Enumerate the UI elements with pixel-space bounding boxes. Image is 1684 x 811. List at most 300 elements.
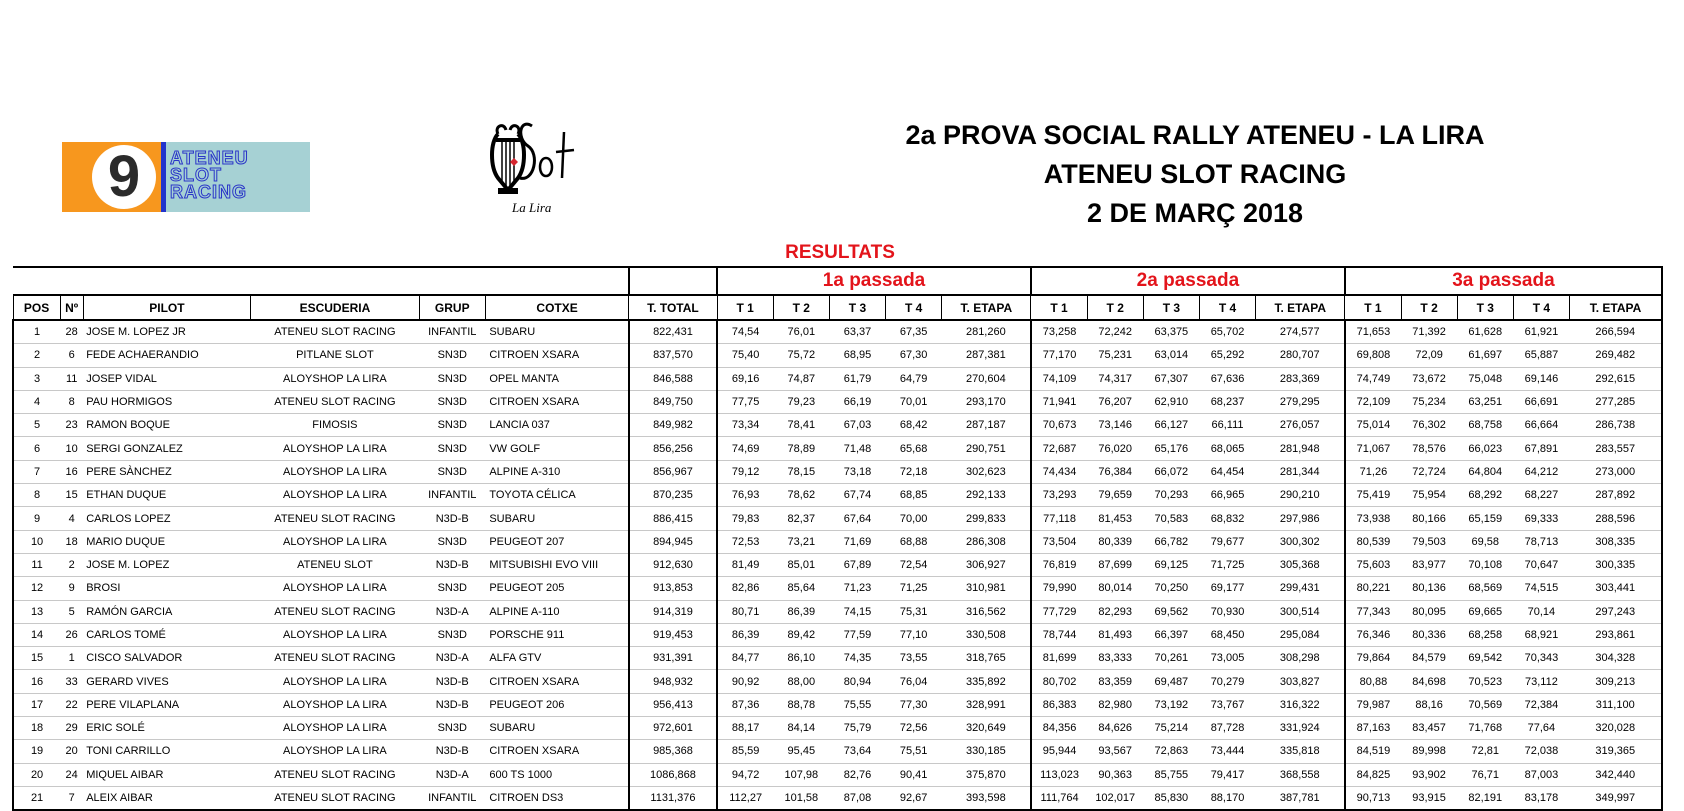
cell-p3-t1: 73,938 bbox=[1345, 507, 1401, 530]
cell-p1-etapa: 316,562 bbox=[942, 600, 1031, 623]
cell-p2-t4: 69,177 bbox=[1199, 577, 1255, 600]
cell-p3-t2: 78,576 bbox=[1401, 437, 1457, 460]
cell-p3-t3: 64,804 bbox=[1457, 460, 1513, 483]
cell-p3-t4: 87,003 bbox=[1513, 763, 1569, 786]
cell-cotxe: PEUGEOT 205 bbox=[485, 577, 628, 600]
cell-p2-etapa: 303,827 bbox=[1256, 670, 1345, 693]
cell-p3-etapa: 303,441 bbox=[1569, 577, 1662, 600]
cell-p3-t2: 93,902 bbox=[1401, 763, 1457, 786]
cell-p2-etapa: 300,302 bbox=[1256, 530, 1345, 553]
cell-p3-etapa: 311,100 bbox=[1569, 693, 1662, 716]
cell-p2-etapa: 387,781 bbox=[1256, 786, 1345, 810]
cell-p3-etapa: 319,365 bbox=[1569, 740, 1662, 763]
cell-p1-t4: 68,42 bbox=[886, 414, 942, 437]
cell-num: 5 bbox=[60, 600, 83, 623]
cell-p1-t4: 90,41 bbox=[886, 763, 942, 786]
cell-p2-t1: 76,819 bbox=[1031, 553, 1087, 576]
cell-p3-t3: 63,251 bbox=[1457, 390, 1513, 413]
cell-p2-t3: 85,830 bbox=[1143, 786, 1199, 810]
cell-p2-t3: 66,072 bbox=[1143, 460, 1199, 483]
cell-pilot: ALEIX AIBAR bbox=[83, 786, 250, 810]
cell-num: 7 bbox=[60, 786, 83, 810]
cell-p1-t2: 107,98 bbox=[773, 763, 829, 786]
cell-p3-t4: 70,647 bbox=[1513, 553, 1569, 576]
cell-escuderia: ALOYSHOP LA LIRA bbox=[251, 623, 419, 646]
cell-p3-t3: 70,569 bbox=[1457, 693, 1513, 716]
cell-pilot: JOSE M. LOPEZ JR bbox=[83, 320, 250, 344]
cell-total: 948,932 bbox=[629, 670, 717, 693]
cell-p3-t3: 69,542 bbox=[1457, 647, 1513, 670]
cell-p1-t4: 71,25 bbox=[886, 577, 942, 600]
cell-p3-t1: 84,825 bbox=[1345, 763, 1401, 786]
cell-p3-t1: 75,014 bbox=[1345, 414, 1401, 437]
cell-pos: 9 bbox=[13, 507, 60, 530]
cell-total: 1131,376 bbox=[629, 786, 717, 810]
cell-p2-t1: 70,673 bbox=[1031, 414, 1087, 437]
cell-p3-etapa: 342,440 bbox=[1569, 763, 1662, 786]
cell-grup: SN3D bbox=[419, 437, 485, 460]
cell-num: 20 bbox=[60, 740, 83, 763]
cell-total: 919,453 bbox=[629, 623, 717, 646]
cell-p2-t1: 111,764 bbox=[1031, 786, 1087, 810]
cell-p1-t1: 76,93 bbox=[717, 484, 773, 507]
cell-total: 912,630 bbox=[629, 553, 717, 576]
cell-p2-t3: 70,583 bbox=[1143, 507, 1199, 530]
cell-pos: 6 bbox=[13, 437, 60, 460]
cell-p1-t4: 92,67 bbox=[886, 786, 942, 810]
cell-escuderia: ATENEU SLOT bbox=[251, 553, 419, 576]
cell-p1-t3: 71,69 bbox=[829, 530, 885, 553]
cell-p2-t2: 76,384 bbox=[1087, 460, 1143, 483]
cell-p1-etapa: 393,598 bbox=[942, 786, 1031, 810]
table-row bbox=[13, 763, 1662, 786]
cell-p1-t1: 90,92 bbox=[717, 670, 773, 693]
table-row bbox=[13, 740, 1662, 763]
cell-p1-t1: 80,71 bbox=[717, 600, 773, 623]
column-header-p1-t4: T 4 bbox=[886, 295, 942, 320]
cell-p1-t3: 74,15 bbox=[829, 600, 885, 623]
cell-num: 11 bbox=[60, 367, 83, 390]
cell-p3-t4: 69,333 bbox=[1513, 507, 1569, 530]
cell-p1-t2: 78,41 bbox=[773, 414, 829, 437]
logo-blue-bar bbox=[161, 142, 166, 212]
cell-p2-t4: 71,725 bbox=[1199, 553, 1255, 576]
cell-p2-t1: 73,293 bbox=[1031, 484, 1087, 507]
cell-grup: INFANTIL bbox=[419, 786, 485, 810]
cell-p1-t3: 67,89 bbox=[829, 553, 885, 576]
cell-p3-t4: 72,384 bbox=[1513, 693, 1569, 716]
cell-pos: 14 bbox=[13, 623, 60, 646]
cell-p1-t3: 68,95 bbox=[829, 344, 885, 367]
cell-p2-t1: 73,258 bbox=[1031, 320, 1087, 344]
cell-p2-t4: 66,111 bbox=[1199, 414, 1255, 437]
cell-p2-etapa: 295,084 bbox=[1256, 623, 1345, 646]
cell-p1-etapa: 375,870 bbox=[942, 763, 1031, 786]
cell-p2-t4: 65,702 bbox=[1199, 320, 1255, 344]
cell-p1-t4: 72,18 bbox=[886, 460, 942, 483]
cell-total: 849,982 bbox=[629, 414, 717, 437]
cell-p1-t3: 75,55 bbox=[829, 693, 885, 716]
results-body bbox=[13, 320, 1662, 810]
cell-num: 29 bbox=[60, 717, 83, 740]
cell-p3-etapa: 320,028 bbox=[1569, 717, 1662, 740]
cell-p3-t4: 72,038 bbox=[1513, 740, 1569, 763]
cell-p1-t3: 73,18 bbox=[829, 460, 885, 483]
cell-total: 856,256 bbox=[629, 437, 717, 460]
resultats-title: RESULTATS bbox=[785, 242, 895, 263]
table-row bbox=[13, 460, 1662, 483]
cell-p2-etapa: 299,431 bbox=[1256, 577, 1345, 600]
cell-p2-t3: 65,176 bbox=[1143, 437, 1199, 460]
cell-escuderia: PITLANE SLOT bbox=[251, 344, 419, 367]
cell-pilot: RAMÓN GARCIA bbox=[83, 600, 250, 623]
cell-p3-etapa: 292,615 bbox=[1569, 367, 1662, 390]
cell-p3-t4: 67,891 bbox=[1513, 437, 1569, 460]
column-header-row bbox=[13, 295, 1662, 320]
table-row bbox=[13, 786, 1662, 810]
cell-p3-t2: 84,579 bbox=[1401, 647, 1457, 670]
cell-total: 870,235 bbox=[629, 484, 717, 507]
cell-p1-t3: 75,79 bbox=[829, 717, 885, 740]
cell-total: 913,853 bbox=[629, 577, 717, 600]
cell-grup: SN3D bbox=[419, 344, 485, 367]
cell-p1-t3: 77,59 bbox=[829, 623, 885, 646]
passada-2-title: 2a passada bbox=[1031, 267, 1345, 295]
cell-p2-t2: 76,207 bbox=[1087, 390, 1143, 413]
cell-grup: SN3D bbox=[419, 530, 485, 553]
cell-pos: 13 bbox=[13, 600, 60, 623]
cell-cotxe: 600 TS 1000 bbox=[485, 763, 628, 786]
cell-p3-etapa: 286,738 bbox=[1569, 414, 1662, 437]
cell-grup: SN3D bbox=[419, 460, 485, 483]
column-header-p2-t1: T 1 bbox=[1031, 295, 1087, 320]
cell-escuderia: FIMOSIS bbox=[251, 414, 419, 437]
cell-escuderia: ALOYSHOP LA LIRA bbox=[251, 577, 419, 600]
cell-cotxe: CITROEN DS3 bbox=[485, 786, 628, 810]
cell-num: 28 bbox=[60, 320, 83, 344]
cell-p3-etapa: 300,335 bbox=[1569, 553, 1662, 576]
cell-p1-t4: 77,10 bbox=[886, 623, 942, 646]
cell-p1-etapa: 330,185 bbox=[942, 740, 1031, 763]
cell-cotxe: SUBARU bbox=[485, 320, 628, 344]
cell-total: 956,413 bbox=[629, 693, 717, 716]
cell-p3-t2: 80,136 bbox=[1401, 577, 1457, 600]
cell-total: 886,415 bbox=[629, 507, 717, 530]
cell-p1-t1: 74,54 bbox=[717, 320, 773, 344]
cell-pilot: FEDE ACHAERANDIO bbox=[83, 344, 250, 367]
cell-grup: SN3D bbox=[419, 414, 485, 437]
cell-p2-t4: 67,636 bbox=[1199, 367, 1255, 390]
cell-p3-t3: 68,758 bbox=[1457, 414, 1513, 437]
cell-grup: SN3D bbox=[419, 577, 485, 600]
cell-p2-etapa: 280,707 bbox=[1256, 344, 1345, 367]
table-row bbox=[13, 553, 1662, 576]
cell-p2-t3: 85,755 bbox=[1143, 763, 1199, 786]
cell-p1-t3: 67,74 bbox=[829, 484, 885, 507]
cell-p1-t4: 68,85 bbox=[886, 484, 942, 507]
cell-escuderia: ALOYSHOP LA LIRA bbox=[251, 530, 419, 553]
ateneu-slot-racing-logo bbox=[62, 142, 310, 212]
cell-p2-t2: 81,493 bbox=[1087, 623, 1143, 646]
table-row bbox=[13, 717, 1662, 740]
cell-p3-t2: 80,166 bbox=[1401, 507, 1457, 530]
cell-cotxe: PEUGEOT 207 bbox=[485, 530, 628, 553]
cell-p3-t1: 80,88 bbox=[1345, 670, 1401, 693]
logo-word-3: RACING bbox=[170, 182, 247, 202]
cell-p1-t3: 66,19 bbox=[829, 390, 885, 413]
cell-p3-t4: 66,664 bbox=[1513, 414, 1569, 437]
cell-p2-t1: 73,504 bbox=[1031, 530, 1087, 553]
column-header-pilot: PILOT bbox=[83, 295, 250, 320]
cell-cotxe: CITROEN XSARA bbox=[485, 344, 628, 367]
cell-p2-etapa: 331,924 bbox=[1256, 717, 1345, 740]
cell-p2-t1: 95,944 bbox=[1031, 740, 1087, 763]
cell-num: 8 bbox=[60, 390, 83, 413]
cell-p2-t2: 74,317 bbox=[1087, 367, 1143, 390]
cell-p1-t2: 86,10 bbox=[773, 647, 829, 670]
cell-cotxe: ALFA GTV bbox=[485, 647, 628, 670]
cell-p2-etapa: 283,369 bbox=[1256, 367, 1345, 390]
cell-p2-t1: 74,434 bbox=[1031, 460, 1087, 483]
cell-cotxe: PEUGEOT 206 bbox=[485, 693, 628, 716]
cell-num: 2 bbox=[60, 553, 83, 576]
cell-p2-t1: 113,023 bbox=[1031, 763, 1087, 786]
cell-p1-t2: 84,14 bbox=[773, 717, 829, 740]
cell-p1-t1: 112,27 bbox=[717, 786, 773, 810]
cell-p3-t4: 70,343 bbox=[1513, 647, 1569, 670]
column-header-p1-t3: T 3 bbox=[829, 295, 885, 320]
cell-pos: 20 bbox=[13, 763, 60, 786]
cell-escuderia: ALOYSHOP LA LIRA bbox=[251, 693, 419, 716]
cell-p3-t4: 61,921 bbox=[1513, 320, 1569, 344]
cell-escuderia: ALOYSHOP LA LIRA bbox=[251, 460, 419, 483]
cell-p2-t2: 81,453 bbox=[1087, 507, 1143, 530]
column-header-total: T. TOTAL bbox=[629, 295, 717, 320]
cell-cotxe: VW GOLF bbox=[485, 437, 628, 460]
cell-p3-t3: 82,191 bbox=[1457, 786, 1513, 810]
cell-p3-etapa: 304,328 bbox=[1569, 647, 1662, 670]
cell-p2-t2: 83,333 bbox=[1087, 647, 1143, 670]
cell-grup: SN3D bbox=[419, 623, 485, 646]
cell-p2-t4: 73,444 bbox=[1199, 740, 1255, 763]
cell-pilot: TONI CARRILLO bbox=[83, 740, 250, 763]
cell-escuderia: ALOYSHOP LA LIRA bbox=[251, 367, 419, 390]
cell-pos: 16 bbox=[13, 670, 60, 693]
table-row bbox=[13, 484, 1662, 507]
cell-p1-t2: 74,87 bbox=[773, 367, 829, 390]
logo-number: 9 bbox=[107, 144, 141, 209]
cell-p1-t3: 63,37 bbox=[829, 320, 885, 344]
cell-p2-t2: 73,146 bbox=[1087, 414, 1143, 437]
cell-p3-etapa: 283,557 bbox=[1569, 437, 1662, 460]
cell-escuderia: ATENEU SLOT RACING bbox=[251, 647, 419, 670]
column-header-p1-etapa: T. ETAPA bbox=[942, 295, 1031, 320]
cell-p3-t2: 79,503 bbox=[1401, 530, 1457, 553]
cell-total: 914,319 bbox=[629, 600, 717, 623]
cell-p1-t4: 75,31 bbox=[886, 600, 942, 623]
cell-escuderia: ATENEU SLOT RACING bbox=[251, 320, 419, 344]
table-row bbox=[13, 577, 1662, 600]
cell-p2-t2: 79,659 bbox=[1087, 484, 1143, 507]
cell-total: 985,368 bbox=[629, 740, 717, 763]
cell-pilot: ERIC SOLÉ bbox=[83, 717, 250, 740]
cell-pilot: PERE SÀNCHEZ bbox=[83, 460, 250, 483]
cell-cotxe: PORSCHE 911 bbox=[485, 623, 628, 646]
cell-p1-t4: 65,68 bbox=[886, 437, 942, 460]
cell-p1-t4: 72,54 bbox=[886, 553, 942, 576]
cell-p2-t4: 79,677 bbox=[1199, 530, 1255, 553]
cell-p1-t1: 87,36 bbox=[717, 693, 773, 716]
la-lira-caption: La Lira bbox=[512, 200, 552, 215]
cell-p2-t3: 73,192 bbox=[1143, 693, 1199, 716]
cell-p2-etapa: 279,295 bbox=[1256, 390, 1345, 413]
cell-p2-etapa: 308,298 bbox=[1256, 647, 1345, 670]
cell-p3-t3: 68,569 bbox=[1457, 577, 1513, 600]
cell-grup: SN3D bbox=[419, 717, 485, 740]
cell-grup: SN3D bbox=[419, 390, 485, 413]
cell-p1-t2: 88,78 bbox=[773, 693, 829, 716]
cell-p3-t3: 75,048 bbox=[1457, 367, 1513, 390]
cell-p3-etapa: 308,335 bbox=[1569, 530, 1662, 553]
cell-cotxe: CITROEN XSARA bbox=[485, 670, 628, 693]
results-table bbox=[12, 266, 1663, 811]
table-row bbox=[13, 647, 1662, 670]
passada-1-title: 1a passada bbox=[717, 267, 1031, 295]
cell-p3-t2: 88,16 bbox=[1401, 693, 1457, 716]
cell-p3-t3: 65,159 bbox=[1457, 507, 1513, 530]
table-row bbox=[13, 623, 1662, 646]
cell-p2-etapa: 276,057 bbox=[1256, 414, 1345, 437]
cell-cotxe: CITROEN XSARA bbox=[485, 390, 628, 413]
cell-p3-t1: 79,987 bbox=[1345, 693, 1401, 716]
cell-p2-etapa: 368,558 bbox=[1256, 763, 1345, 786]
cell-p3-t4: 74,515 bbox=[1513, 577, 1569, 600]
event-header bbox=[880, 116, 1510, 233]
table-row bbox=[13, 693, 1662, 716]
cell-p1-etapa: 299,833 bbox=[942, 507, 1031, 530]
event-title: 2a PROVA SOCIAL RALLY ATENEU - LA LIRA bbox=[905, 120, 1485, 150]
cell-num: 4 bbox=[60, 507, 83, 530]
column-header-cotxe: COTXE bbox=[485, 295, 628, 320]
cell-pos: 18 bbox=[13, 717, 60, 740]
cell-p1-t3: 67,64 bbox=[829, 507, 885, 530]
cell-p1-t4: 64,79 bbox=[886, 367, 942, 390]
cell-p2-t4: 73,005 bbox=[1199, 647, 1255, 670]
table-row bbox=[13, 530, 1662, 553]
cell-p1-t2: 73,21 bbox=[773, 530, 829, 553]
cell-p2-t3: 72,863 bbox=[1143, 740, 1199, 763]
cell-total: 972,601 bbox=[629, 717, 717, 740]
cell-p1-etapa: 330,508 bbox=[942, 623, 1031, 646]
cell-pilot: JOSEP VIDAL bbox=[83, 367, 250, 390]
cell-p2-t4: 66,965 bbox=[1199, 484, 1255, 507]
cell-p2-t4: 68,237 bbox=[1199, 390, 1255, 413]
cell-p3-etapa: 269,482 bbox=[1569, 344, 1662, 367]
cell-num: 24 bbox=[60, 763, 83, 786]
cell-p2-t3: 70,250 bbox=[1143, 577, 1199, 600]
cell-escuderia: ATENEU SLOT RACING bbox=[251, 390, 419, 413]
cell-p3-t4: 70,14 bbox=[1513, 600, 1569, 623]
cell-p2-t3: 69,487 bbox=[1143, 670, 1199, 693]
cell-p3-etapa: 297,243 bbox=[1569, 600, 1662, 623]
cell-p1-t4: 77,30 bbox=[886, 693, 942, 716]
cell-total: 931,391 bbox=[629, 647, 717, 670]
event-date: 2 DE MARÇ 2018 bbox=[1086, 198, 1304, 228]
cell-p2-t2: 87,699 bbox=[1087, 553, 1143, 576]
lyre-icon bbox=[476, 112, 600, 207]
cell-pos: 19 bbox=[13, 740, 60, 763]
cell-p1-t4: 76,04 bbox=[886, 670, 942, 693]
cell-p3-t3: 72,81 bbox=[1457, 740, 1513, 763]
cell-p2-t4: 88,170 bbox=[1199, 786, 1255, 810]
passada-header-row bbox=[13, 267, 1662, 295]
cell-p2-t1: 84,356 bbox=[1031, 717, 1087, 740]
cell-p3-t1: 72,109 bbox=[1345, 390, 1401, 413]
cell-p2-etapa: 297,986 bbox=[1256, 507, 1345, 530]
cell-p3-t4: 68,921 bbox=[1513, 623, 1569, 646]
cell-p3-t3: 61,697 bbox=[1457, 344, 1513, 367]
cell-p1-t3: 61,79 bbox=[829, 367, 885, 390]
cell-p3-t1: 90,713 bbox=[1345, 786, 1401, 810]
cell-p1-t2: 88,00 bbox=[773, 670, 829, 693]
cell-p2-t3: 70,261 bbox=[1143, 647, 1199, 670]
column-header-p3-t1: T 1 bbox=[1345, 295, 1401, 320]
cell-cotxe: CITROEN XSARA bbox=[485, 740, 628, 763]
cell-p3-t2: 80,336 bbox=[1401, 623, 1457, 646]
cell-escuderia: ATENEU SLOT RACING bbox=[251, 507, 419, 530]
cell-grup: N3D-A bbox=[419, 763, 485, 786]
cell-p3-t1: 79,864 bbox=[1345, 647, 1401, 670]
cell-pilot: BROSI bbox=[83, 577, 250, 600]
cell-p1-t4: 70,01 bbox=[886, 390, 942, 413]
cell-grup: INFANTIL bbox=[419, 320, 485, 344]
cell-p3-t3: 66,023 bbox=[1457, 437, 1513, 460]
cell-p2-t4: 70,279 bbox=[1199, 670, 1255, 693]
cell-num: 22 bbox=[60, 693, 83, 716]
cell-p3-t1: 87,163 bbox=[1345, 717, 1401, 740]
cell-p2-etapa: 300,514 bbox=[1256, 600, 1345, 623]
column-header-pos: POS bbox=[13, 295, 60, 320]
cell-p1-etapa: 292,133 bbox=[942, 484, 1031, 507]
cell-p2-etapa: 305,368 bbox=[1256, 553, 1345, 576]
cell-p3-t4: 73,112 bbox=[1513, 670, 1569, 693]
cell-p2-t4: 68,065 bbox=[1199, 437, 1255, 460]
cell-grup: N3D-B bbox=[419, 553, 485, 576]
cell-p1-t3: 80,94 bbox=[829, 670, 885, 693]
table-row bbox=[13, 437, 1662, 460]
cell-p3-t2: 84,698 bbox=[1401, 670, 1457, 693]
cell-p1-t1: 94,72 bbox=[717, 763, 773, 786]
cell-p3-t1: 76,346 bbox=[1345, 623, 1401, 646]
cell-num: 10 bbox=[60, 437, 83, 460]
cell-p3-t1: 75,603 bbox=[1345, 553, 1401, 576]
cell-p2-t2: 83,359 bbox=[1087, 670, 1143, 693]
cell-p3-t1: 74,749 bbox=[1345, 367, 1401, 390]
cell-p1-etapa: 290,751 bbox=[942, 437, 1031, 460]
cell-p2-t3: 66,397 bbox=[1143, 623, 1199, 646]
cell-p3-t3: 68,292 bbox=[1457, 484, 1513, 507]
cell-p1-t4: 73,55 bbox=[886, 647, 942, 670]
cell-p1-etapa: 287,187 bbox=[942, 414, 1031, 437]
cell-p3-t1: 84,519 bbox=[1345, 740, 1401, 763]
cell-pilot: CARLOS LOPEZ bbox=[83, 507, 250, 530]
cell-pos: 5 bbox=[13, 414, 60, 437]
cell-p3-t2: 72,09 bbox=[1401, 344, 1457, 367]
cell-p2-etapa: 274,577 bbox=[1256, 320, 1345, 344]
cell-p1-t2: 78,62 bbox=[773, 484, 829, 507]
cell-pos: 1 bbox=[13, 320, 60, 344]
cell-p3-t4: 65,887 bbox=[1513, 344, 1569, 367]
